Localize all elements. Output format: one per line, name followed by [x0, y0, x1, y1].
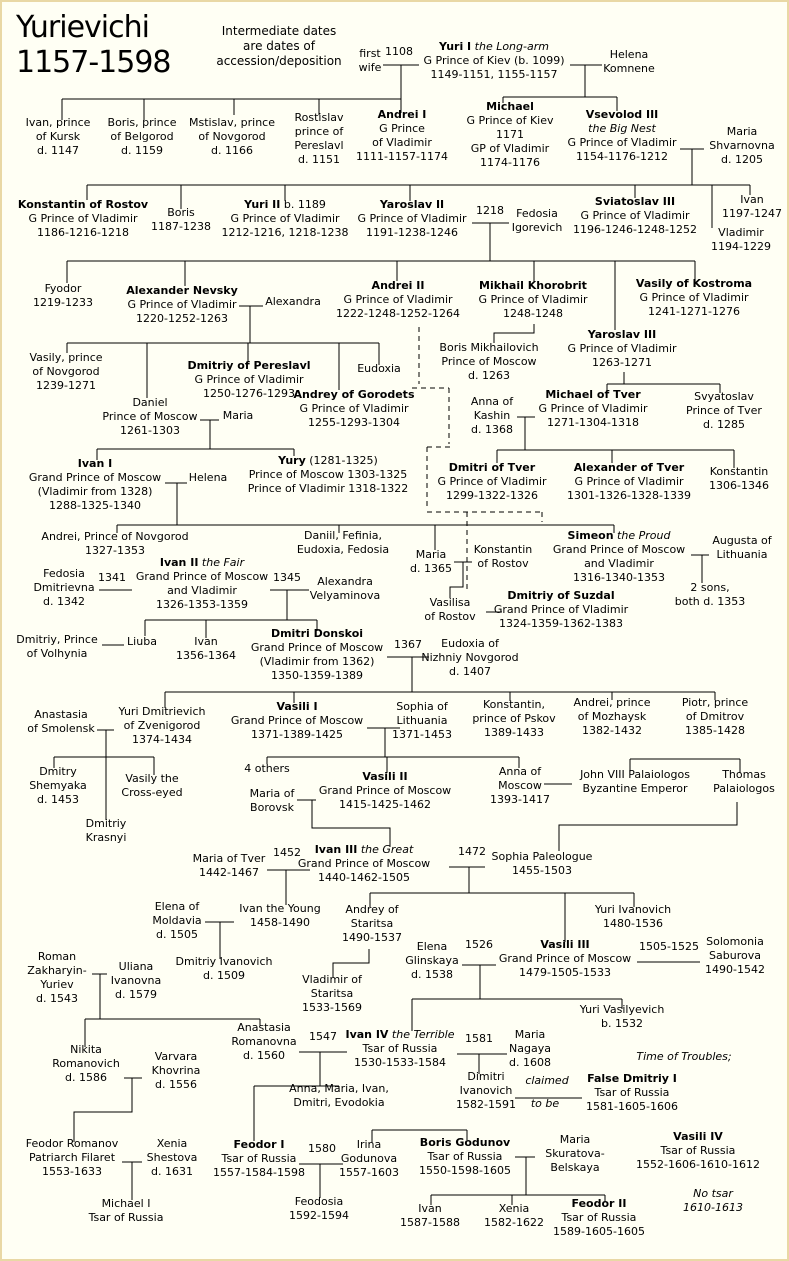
date-1505-1525: 1505-1525 — [639, 940, 699, 953]
daniil-fefinia-group: Daniil, Fefinia, Eudoxia, Fedosia — [296, 529, 390, 556]
andrei-prince-of-novgorod: Andrei, Prince of Novgorod 1327-1353 — [41, 530, 189, 557]
alexander-of-tver: Alexander of Tver G Prince of Vladimir 1301-1326-1328-1339 — [567, 461, 691, 502]
vsevolod-iii: Vsevolod III the Big Nest G Prince of Vladimir 1154-1176-1212 — [567, 108, 677, 163]
alexander-nevsky: Alexander Nevsky G Prince of Vladimir 1220-1252-1263 — [126, 284, 238, 325]
maria-skuratova: Maria Skuratova- Belskaya — [545, 1133, 605, 1174]
andrei-mozhaysk: Andrei, prince of Mozhaysk 1382-1432 — [573, 696, 651, 737]
daniel-moscow: Daniel Prince of Moscow 1261-1303 — [102, 396, 198, 437]
vasily-of-kostroma: Vasily of Kostroma G Prince of Vladimir 1241-1271-1276 — [635, 277, 753, 318]
feodor-ii: Feodor II Tsar of Russia 1589-1605-1605 — [553, 1197, 645, 1238]
solomonia-saburova: Solomonia Saburova 1490-1542 — [705, 935, 765, 976]
date-1547: 1547 — [309, 1030, 337, 1043]
eudoxia-nizhniy: Eudoxia of Nizhniy Novgorod d. 1407 — [421, 637, 519, 678]
date-1452: 1452 — [273, 846, 301, 859]
alexandra-velyaminova: Alexandra Velyaminova — [309, 575, 381, 602]
maria-of-borovsk: Maria of Borovsk — [249, 787, 295, 814]
vasili-iii: Vasili III Grand Prince of Moscow 1479-1505-1533 — [498, 938, 632, 979]
yuri-i: Yuri I the Long-arm G Prince of Kiev (b. 1099) 1149-1151, 1155-1157 — [423, 40, 565, 81]
four-others: 4 others — [244, 762, 290, 775]
piotr-dmitrov: Piotr, prince of Dmitrov 1385-1428 — [681, 696, 749, 737]
dmitri-of-tver: Dmitri of Tver G Prince of Vladimir 1299-1322-1326 — [437, 461, 547, 502]
andrey-of-staritsa: Andrey of Staritsa 1490-1537 — [342, 903, 402, 944]
ivan-ii: Ivan II the Fair Grand Prince of Moscow and Vladimir 1326-1353-1359 — [135, 556, 269, 611]
boris-godunov: Boris Godunov Tsar of Russia 1550-1598-1605 — [419, 1136, 511, 1177]
dmitriy-ivanovich-1509: Dmitriy Ivanovich d. 1509 — [175, 955, 273, 982]
vasily-novgorod: Vasily, prince of Novgorod 1239-1271 — [29, 351, 103, 392]
konstantin-of-rostov-2: Konstantin of Rostov — [473, 543, 533, 570]
ivan-1197: Ivan 1197-1247 — [722, 193, 782, 220]
ivan-1587: Ivan 1587-1588 — [400, 1202, 460, 1229]
yury: Yury (1281-1325) Prince of Moscow 1303-1325 Prince of Vladimir 1318-1322 — [247, 454, 409, 495]
yuri-dmitrievich: Yuri Dmitrievich of Zvenigorod 1374-1434 — [118, 705, 206, 746]
liuba: Liuba — [127, 635, 157, 648]
fyodor-1219: Fyodor 1219-1233 — [33, 282, 93, 309]
anna-of-moscow: Anna of Moscow 1393-1417 — [490, 765, 550, 806]
date-1108: 1108 — [385, 45, 413, 58]
date-1581: 1581 — [465, 1032, 493, 1045]
elena-glinskaya: Elena Glinskaya d. 1538 — [405, 940, 459, 981]
vasilisa-of-rostov: Vasilisa of Rostov — [424, 596, 476, 623]
date-1526: 1526 — [465, 938, 493, 951]
feodor-i: Feodor I Tsar of Russia 1557-1584-1598 — [213, 1138, 305, 1179]
andrei-i: Andrei I G Prince of Vladimir 1111-1157-1174 — [356, 108, 448, 163]
konstantin-of-rostov: Konstantin of Rostov G Prince of Vladimir 1186-1216-1218 — [17, 198, 149, 239]
date-1345: 1345 — [273, 571, 301, 584]
helena-komnene: Helena Komnene — [603, 48, 655, 75]
dmitri-donskoi: Dmitri Donskoi Grand Prince of Moscow (Vladimir from 1362) 1350-1359-1389 — [250, 627, 384, 682]
ivan-iii: Ivan III the Great Grand Prince of Moscow 1440-1462-1505 — [297, 843, 431, 884]
feodosia-1592: Feodosia 1592-1594 — [289, 1195, 349, 1222]
svyatoslav-tver: Svyatoslav Prince of Tver d. 1285 — [686, 390, 762, 431]
vladimir-of-staritsa: Vladimir of Staritsa 1533-1569 — [302, 973, 362, 1014]
anastasia-romanovna: Anastasia Romanovna d. 1560 — [231, 1021, 297, 1062]
two-sons: 2 sons, both d. 1353 — [674, 581, 746, 608]
vasili-ii: Vasili II Grand Prince of Moscow 1415-1425-1462 — [318, 770, 452, 811]
vladimir-1194: Vladimir 1194-1229 — [711, 226, 771, 253]
yaroslav-ii: Yaroslav II G Prince of Vladimir 1191-1238-1246 — [357, 198, 467, 239]
ivan-iv: Ivan IV the Terrible Tsar of Russia 1530-1533-1584 — [345, 1028, 455, 1069]
simeon-the-proud: Simeon the Proud Grand Prince of Moscow and Vladimir 1316-1340-1353 — [552, 529, 686, 584]
dmitry-shemyaka: Dmitry Shemyaka d. 1453 — [29, 765, 87, 806]
boris-1187: Boris 1187-1238 — [151, 206, 211, 233]
michael-kiev: Michael G Prince of Kiev 1171 GP of Vladimir 1174-1176 — [466, 100, 554, 169]
john-viii-palaiologos: John VIII Palaiologos Byzantine Emperor — [580, 768, 690, 795]
andrei-ii: Andrei II G Prince of Vladimir 1222-1248-1252-1264 — [336, 279, 460, 320]
uliana-ivanovna: Uliana Ivanovna d. 1579 — [110, 960, 162, 1001]
fedosia-dmitrievna: Fedosia Dmitrievna d. 1342 — [33, 567, 95, 608]
date-1341: 1341 — [98, 571, 126, 584]
sophia-of-lithuania: Sophia of Lithuania 1371-1453 — [392, 700, 452, 741]
yaroslav-iii: Yaroslav III G Prince of Vladimir 1263-1271 — [567, 328, 677, 369]
date-1367: 1367 — [394, 638, 422, 651]
dimitri-ivanovich: Dimitri Ivanovich 1582-1591 — [456, 1070, 516, 1111]
subtitle-line-1: Intermediate dates — [221, 24, 337, 38]
vasily-cross-eyed: Vasily the Cross-eyed — [121, 772, 183, 799]
dmitriy-volhynia: Dmitriy, Prince of Volhynia — [16, 633, 98, 660]
irina-godunova: Irina Godunova 1557-1603 — [339, 1138, 399, 1179]
elena-of-moldavia: Elena of Moldavia d. 1505 — [152, 900, 202, 941]
mstislav-novgorod: Mstislav, prince of Novgorod d. 1166 — [189, 116, 275, 157]
time-of-troubles: Time of Troubles; — [636, 1050, 732, 1063]
yuri-ii: Yuri II b. 1189 G Prince of Vladimir 1212-1216, 1218-1238 — [221, 198, 349, 239]
konstantin-1306: Konstantin 1306-1346 — [709, 465, 769, 492]
eudoxia: Eudoxia — [357, 362, 401, 375]
maria-shvarnovna: Maria Shvarnovna d. 1205 — [709, 125, 775, 166]
ivan-i: Ivan I Grand Prince of Moscow (Vladimir from 1328) 1288-1325-1340 — [28, 457, 162, 512]
anna-of-kashin: Anna of Kashin d. 1368 — [470, 395, 514, 436]
dmitriy-krasnyi: Dmitriy Krasnyi — [85, 817, 127, 844]
michael-i: Michael I Tsar of Russia — [88, 1197, 164, 1224]
rostislav-pereslavl: Rostislav prince of Pereslavl d. 1151 — [294, 111, 344, 166]
michael-of-tver: Michael of Tver G Prince of Vladimir 1271-1304-1318 — [538, 388, 648, 429]
boris-mikhailovich: Boris Mikhailovich Prince of Moscow d. 1263 — [439, 341, 539, 382]
anna-maria-ivan-group: Anna, Maria, Ivan, Dmitri, Evodokia — [289, 1082, 389, 1109]
maria-d-1365: Maria d. 1365 — [410, 548, 452, 575]
date-1580: 1580 — [308, 1142, 336, 1155]
date-1218: 1218 — [476, 204, 504, 217]
konstantin-pskov: Konstantin, prince of Pskov 1389-1433 — [472, 698, 556, 739]
vasili-iv: Vasili IV Tsar of Russia 1552-1606-1610-1612 — [636, 1130, 760, 1171]
subtitle-line-3: accession/deposition — [216, 54, 342, 68]
dmitriy-of-suzdal: Dmitriy of Suzdal Grand Prince of Vladimir 1324-1359-1362-1383 — [493, 589, 629, 630]
sviatoslav-iii: Sviatoslav III G Prince of Vladimir 1196-1246-1248-1252 — [573, 195, 697, 236]
no-tsar: No tsar 1610-1613 — [683, 1187, 743, 1214]
false-dmitriy-i: False Dmitriy I Tsar of Russia 1581-1605-1606 — [586, 1072, 678, 1113]
chart-subtitle — [216, 24, 341, 69]
anastasia-smolensk: Anastasia of Smolensk — [27, 708, 95, 735]
roman-zakharyin-yuriev: Roman Zakharyin- Yuriev d. 1543 — [27, 950, 87, 1005]
thomas-palaiologos: Thomas Palaiologos — [713, 768, 775, 795]
helena-wife-of-ivan-i: Helena — [188, 471, 228, 484]
chart-title-years: 1157-1598 — [16, 45, 171, 80]
maria-nagaya: Maria Nagaya d. 1608 — [509, 1028, 551, 1069]
yuri-vasilyevich: Yuri Vasilyevich b. 1532 — [579, 1003, 665, 1030]
alexandra: Alexandra — [265, 295, 321, 308]
maria-wife-of-daniel: Maria — [222, 409, 254, 422]
vasili-i: Vasili I Grand Prince of Moscow 1371-1389-1425 — [230, 700, 364, 741]
xenia-shestova: Xenia Shestova d. 1631 — [146, 1137, 198, 1178]
andrey-of-gorodets: Andrey of Gorodets G Prince of Vladimir 1255-1293-1304 — [293, 388, 415, 429]
boris-belgorod: Boris, prince of Belgorod d. 1159 — [107, 116, 177, 157]
maria-of-tver: Maria of Tver 1442-1467 — [192, 852, 266, 879]
ivan-kursk: Ivan, prince of Kursk d. 1147 — [25, 116, 91, 157]
first-wife-label: first wife — [358, 47, 382, 74]
sophia-paleologue: Sophia Paleologue 1455-1503 — [491, 850, 593, 877]
fedosia-igorevich: Fedosia Igorevich — [511, 207, 563, 234]
nikita-romanovich: Nikita Romanovich d. 1586 — [52, 1043, 120, 1084]
yuri-ivanovich: Yuri Ivanovich 1480-1536 — [594, 903, 672, 930]
ivan-the-young: Ivan the Young 1458-1490 — [239, 902, 321, 929]
chart-title — [16, 10, 171, 80]
varvara-khovrina: Varvara Khovrina d. 1556 — [151, 1050, 201, 1091]
claimed-label: claimed — [525, 1074, 569, 1087]
ivan-1356: Ivan 1356-1364 — [176, 635, 236, 662]
to-be-label: to be — [530, 1097, 560, 1110]
dmitriy-of-pereslavl: Dmitriy of Pereslavl G Prince of Vladimir 1250-1276-1293 — [187, 359, 311, 400]
chart-title-name: Yurievichi — [16, 10, 149, 45]
subtitle-line-2: are dates of — [243, 39, 315, 53]
mikhail-khorobrit: Mikhail Khorobrit G Prince of Vladimir 1248-1248 — [478, 279, 588, 320]
date-1472: 1472 — [458, 845, 486, 858]
augusta-of-lithuania: Augusta of Lithuania — [712, 534, 772, 561]
xenia-1582: Xenia 1582-1622 — [484, 1202, 544, 1229]
feodor-romanov: Feodor Romanov Patriarch Filaret 1553-1633 — [25, 1137, 119, 1178]
